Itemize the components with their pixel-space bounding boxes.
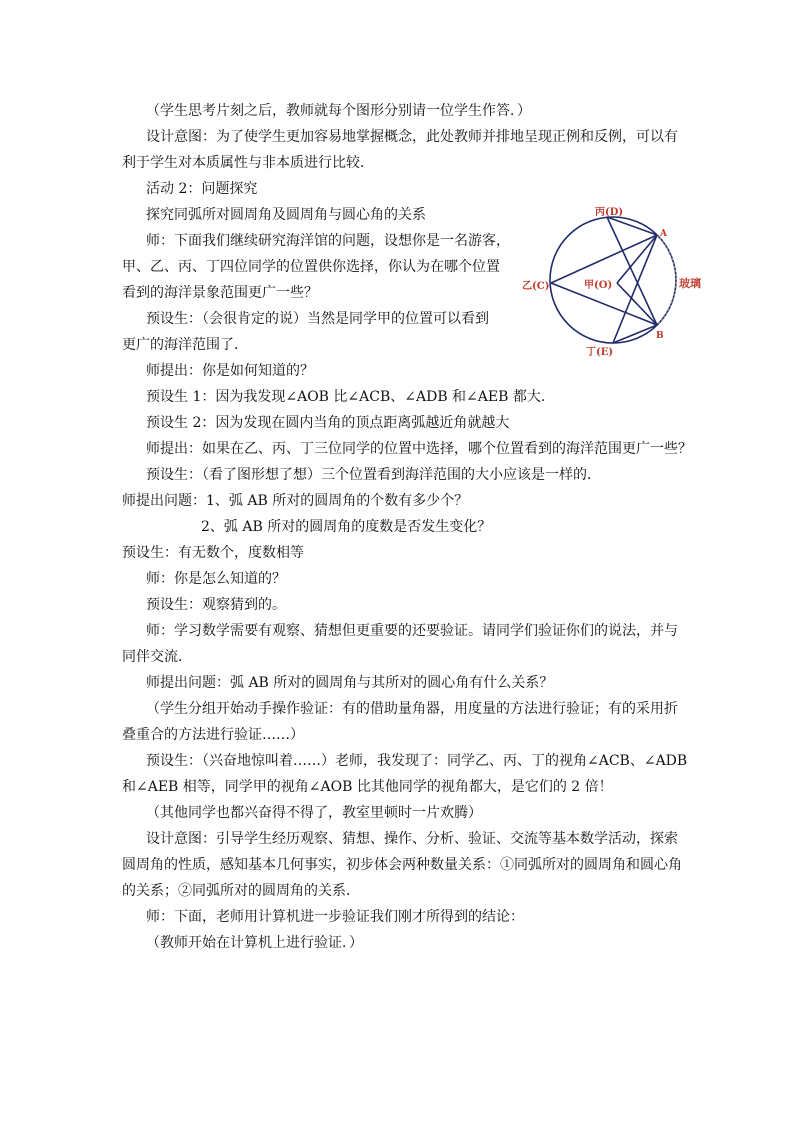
circle-angle-figure [515, 198, 715, 363]
paragraph-line: 预设生：（会很肯定的说）当然是同学甲的位置可以看到 [146, 311, 489, 327]
paragraph-line: 叠重合的方法进行验证……） [122, 727, 304, 743]
paragraph-line: 和∠AEB 相等，同学甲的视角∠AOB 比其他同学的视角都大，是它们的 2 倍！ [122, 779, 613, 795]
paragraph-line: 师提出：如果在乙、丙、丁三位同学的位置中选择，哪个位置看到的海洋范围更广一些？ [146, 441, 692, 457]
geometry-diagram [515, 198, 715, 363]
paragraph-line: 设计意图：引导学生经历观察、猜想、操作、分析、验证、交流等基本数学活动，探索 [146, 831, 678, 847]
paragraph-line: 圆周角的性质，感知基本几何事实，初步体会两种数量关系：①同弧所对的圆周角和圆心角 [122, 857, 682, 873]
label-a: A [660, 229, 667, 239]
paragraph-line: 师：下面我们继续研究海洋馆的问题，设想你是一名游客， [146, 233, 510, 249]
paragraph-line: 师提出问题：1、弧 AB 所对的圆周角的个数有多少个？ [122, 493, 469, 509]
paragraph-line: 预设生 2：因为发现在圆内当角的顶点距离弧越近角就越大 [146, 415, 510, 431]
paragraph-line: 甲、乙、丙、丁四位同学的位置供你选择，你认为在哪个位置 [122, 259, 500, 275]
paragraph-line: 同伴交流． [122, 649, 192, 665]
label-b: B [656, 331, 664, 341]
paragraph-line: 师提出：你是如何知道的？ [146, 363, 314, 379]
paragraph-line: （学生分组开始动手操作验证：有的借助量角器，用度量的方法进行验证；有的采用折 [146, 701, 678, 717]
glass-arc [657, 235, 676, 325]
paragraph-line: 预设生：观察猜到的。 [146, 597, 286, 613]
label-c: 乙(C) [522, 281, 550, 292]
paragraph-line: 的关系；②同弧所对的圆周角的关系． [122, 883, 360, 899]
paragraph-line: （学生思考片刻之后，教师就每个图形分别请一位学生作答．） [146, 103, 531, 119]
paragraph-line: 师提出问题：弧 AB 所对的圆周角与其所对的圆心角有什么关系？ [146, 675, 554, 691]
label-e: 丁(E) [586, 347, 614, 358]
paragraph-line: 预设生：（兴奋地惊叫着……）老师，我发现了：同学乙、丙、丁的视角∠ACB、∠ADB [146, 753, 688, 769]
paragraph-line: 设计意图：为了使学生更加容易地掌握概念，此处教师并排地呈现正例和反例，可以有 [146, 129, 678, 145]
paragraph-line: 预设生 1：因为我发现∠AOB 比∠ACB、∠ADB 和∠AEB 都大． [146, 389, 555, 405]
paragraph-line: （教师开始在计算机上进行验证．） [146, 935, 363, 951]
paragraph-line: 探究同弧所对圆周角及圆周角与圆心角的关系 [146, 207, 426, 223]
label-d: 丙(D) [595, 207, 624, 218]
paragraph-line: 师：你是怎么知道的？ [146, 571, 286, 587]
label-o: 甲(O) [584, 280, 613, 291]
line-oa [617, 235, 657, 283]
section-heading: 活动 2：问题探究 [146, 181, 258, 197]
paragraph-line: 预设生：（看了图形想了想）三个位置看到海洋范围的大小应该是一样的． [146, 467, 601, 483]
paragraph-line: 利于学生对本质属性与非本质进行比较． [122, 155, 374, 171]
paragraph-line: 师：学习数学需要有观察、猜想但更重要的还要验证。请同学们验证你们的说法，并与 [146, 623, 678, 639]
paragraph-line: 更广的海洋范围了． [122, 337, 248, 353]
paragraph-line: 看到的海洋景象范围更广一些？ [122, 285, 318, 301]
paragraph-line: 2、弧 AB 所对的圆周角的度数是否发生变化？ [201, 519, 492, 535]
label-glass: 玻璃 [679, 277, 701, 290]
paragraph-line: 师：下面，老师用计算机进一步验证我们刚才所得到的结论： [146, 909, 524, 925]
paragraph-line: （其他同学也都兴奋得不得了，教室里顿时一片欢腾） [146, 805, 482, 821]
paragraph-line: 预设生：有无数个，度数相等 [122, 545, 304, 561]
